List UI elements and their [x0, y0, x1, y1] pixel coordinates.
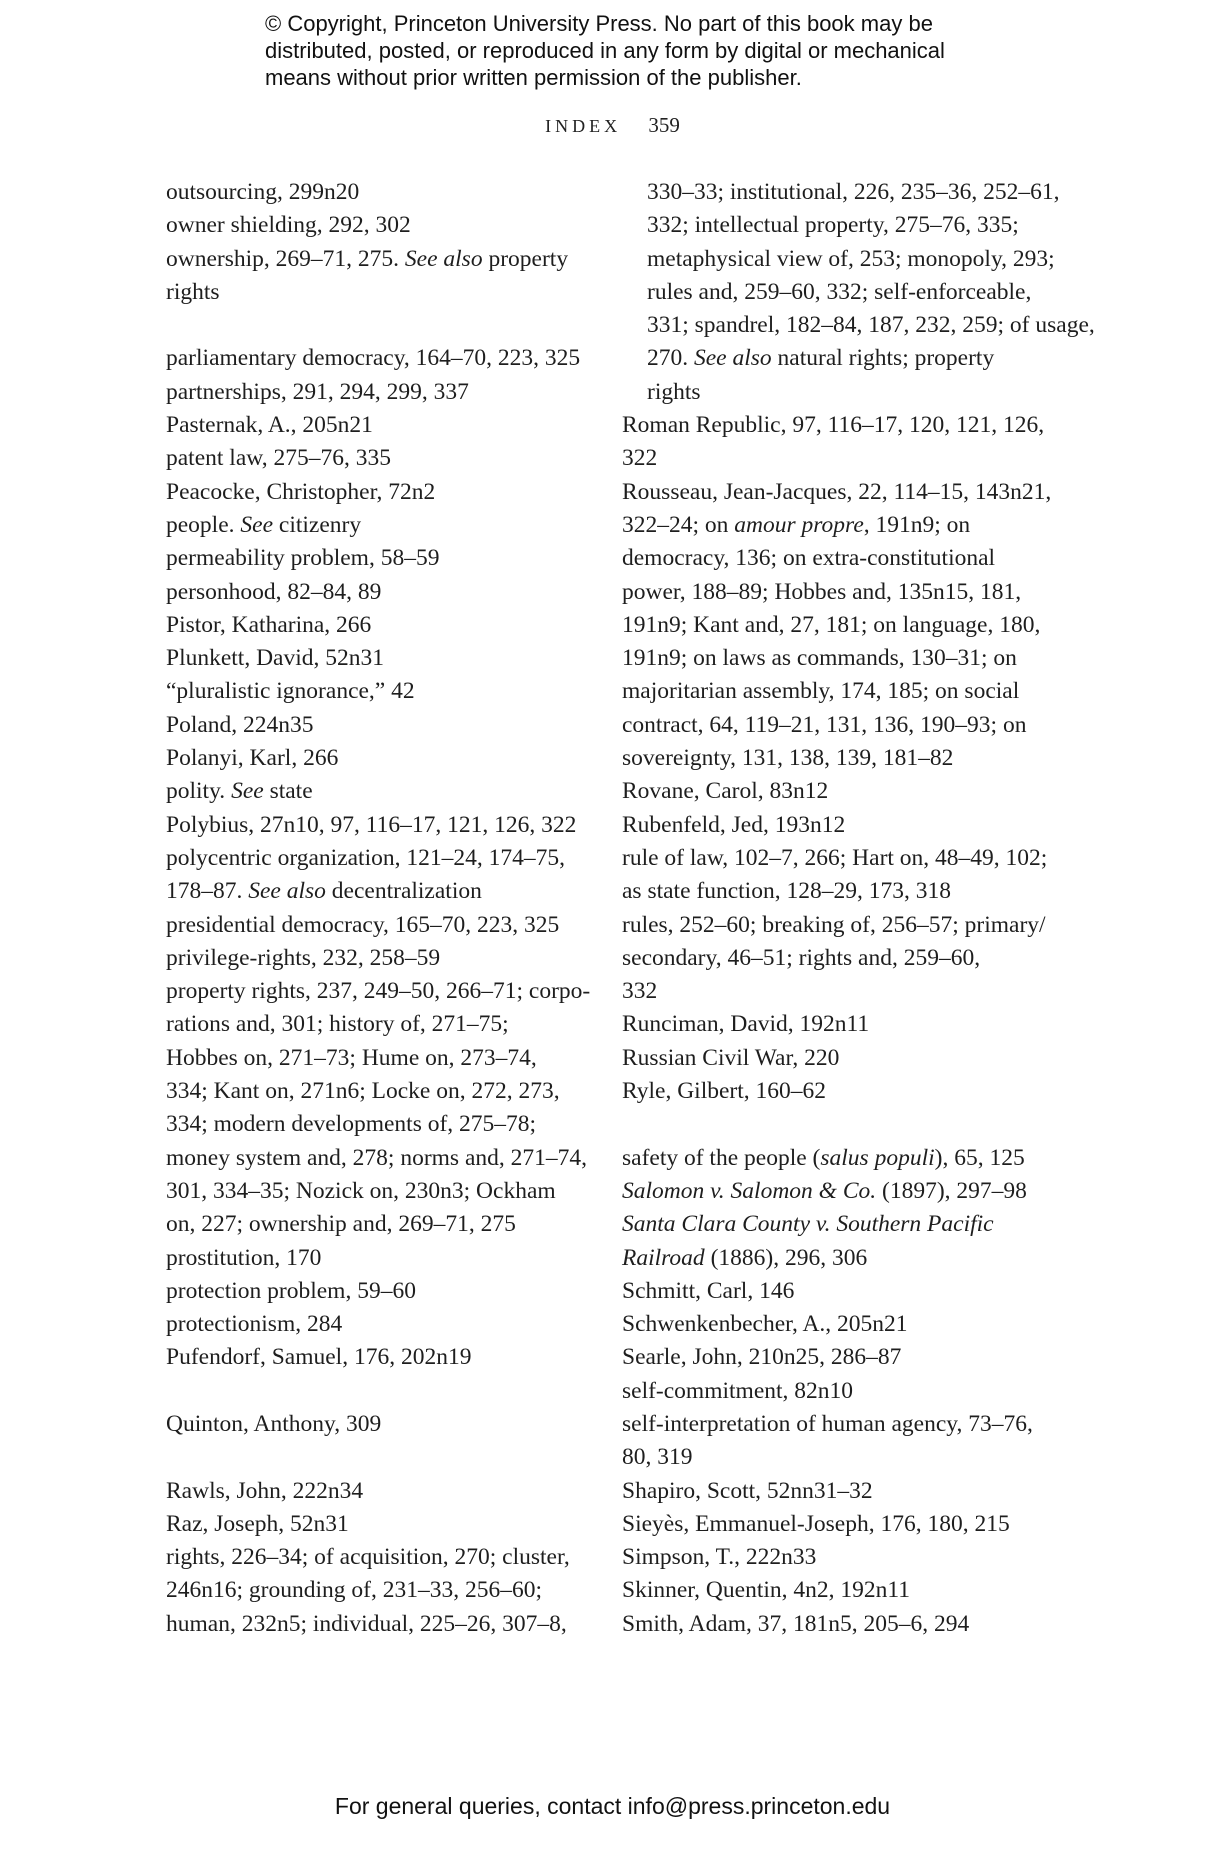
- index-entry: [622, 842, 1052, 909]
- index-entry-line: polycentric organization, 121–24, 174–75,: [166, 844, 565, 871]
- index-entry-line: Santa Clara County v. Southern Pacific: [622, 1211, 994, 1238]
- index-entry-line: protectionism, 284: [166, 1311, 343, 1338]
- index-entry: [166, 642, 596, 675]
- index-entry-line: 191n9; Kant and, 27, 181; on language, 180,: [622, 611, 1041, 638]
- index-entry-continued: [622, 176, 1095, 409]
- index-entry-line: rights: [647, 378, 701, 405]
- copyright-line: distributed, posted, or reproduced in any form by digital or mechanical: [265, 38, 945, 63]
- copyright-notice: [265, 10, 1025, 91]
- index-entry: [622, 1574, 1052, 1607]
- index-entry: [166, 576, 596, 609]
- index-entry: [622, 1475, 1052, 1508]
- index-entry-line: Polybius, 27n10, 97, 116–17, 121, 126, 322: [166, 811, 577, 838]
- index-entry-line: democracy, 136; on extra-constitutional: [622, 545, 996, 572]
- index-entry: [622, 1142, 1052, 1175]
- letter-group-gap: [622, 1108, 1052, 1141]
- index-entry-line: personhood, 82–84, 89: [166, 578, 382, 605]
- index-entry: [166, 243, 596, 310]
- index-entry-line: Rawls, John, 222n34: [166, 1477, 364, 1504]
- index-entry: [622, 1341, 1052, 1374]
- index-entry-line: people. See citizenry: [166, 511, 362, 538]
- footer-contact: For general queries, contact info@press.princeton.edu: [334, 1793, 891, 1819]
- index-entry-line: Rovane, Carol, 83n12: [622, 778, 829, 805]
- index-entry-line: Sieyès, Emmanuel-Joseph, 176, 180, 215: [622, 1510, 1010, 1537]
- index-entry: [622, 476, 1052, 776]
- index-entry-line: 246n16; grounding of, 231–33, 256–60;: [166, 1577, 542, 1604]
- index-entry-line: secondary, 46–51; rights and, 259–60,: [622, 944, 981, 971]
- index-entry: [166, 342, 596, 375]
- index-entry: [166, 609, 596, 642]
- index-entry-line: Pistor, Katharina, 266: [166, 611, 372, 638]
- index-entry-line: presidential democracy, 165–70, 223, 325: [166, 911, 560, 938]
- index-entry: [166, 1275, 596, 1308]
- index-entry-line: contract, 64, 119–21, 131, 136, 190–93; on: [622, 711, 1027, 738]
- index-entry-line: Salomon v. Salomon & Co. (1897), 297–98: [622, 1177, 1027, 1204]
- index-entry-line: Quinton, Anthony, 309: [166, 1410, 382, 1437]
- index-entry: [166, 675, 596, 708]
- index-entry-line: privilege-rights, 232, 258–59: [166, 944, 441, 971]
- index-entry: [166, 909, 596, 942]
- index-entry-line: Shapiro, Scott, 52nn31–32: [622, 1477, 873, 1504]
- index-entry-line: Polanyi, Karl, 266: [166, 745, 339, 772]
- index-entry-line: prostitution, 170: [166, 1244, 322, 1271]
- index-entry-line: safety of the people (salus populi), 65, 125: [622, 1144, 1025, 1171]
- running-head: [0, 113, 1225, 138]
- index-entry-line: property rights, 237, 249–50, 266–71; corpo-: [166, 978, 591, 1005]
- index-entry: [166, 942, 596, 975]
- letter-group-gap: [166, 1375, 596, 1408]
- index-entry-line: self-interpretation of human agency, 73–76,: [622, 1410, 1033, 1437]
- index-entry: [166, 1475, 596, 1508]
- index-column-right: [622, 176, 1095, 1641]
- index-entry-line: Roman Republic, 97, 116–17, 120, 121, 126,: [622, 412, 1045, 439]
- index-entry-line: 178–87. See also decentralization: [166, 878, 482, 905]
- index-entry-line: majoritarian assembly, 174, 185; on social: [622, 678, 1020, 705]
- index-entry-line: Hobbes on, 271–73; Hume on, 273–74,: [166, 1044, 537, 1071]
- index-entry-line: human, 232n5; individual, 225–26, 307–8,: [166, 1610, 567, 1637]
- index-entry: [622, 909, 1052, 1009]
- index-entry-line: Rousseau, Jean-Jacques, 22, 114–15, 143n21,: [622, 478, 1052, 505]
- index-entry-line: 332: [622, 978, 658, 1005]
- index-entry-line: as state function, 128–29, 173, 318: [622, 878, 951, 905]
- index-entry: [166, 1408, 596, 1441]
- index-entry-line: Ryle, Gilbert, 160–62: [622, 1078, 827, 1105]
- copyright-line: © Copyright, Princeton University Press. No part of this book may be: [265, 11, 933, 36]
- index-entry: [166, 1508, 596, 1541]
- index-entry-line: rules, 252–60; breaking of, 256–57; primary/: [622, 911, 1046, 938]
- index-entry-line: Raz, Joseph, 52n31: [166, 1510, 349, 1537]
- index-entry: [622, 1541, 1052, 1574]
- index-entry-line: self-commitment, 82n10: [622, 1377, 854, 1404]
- index-entry: [166, 775, 596, 808]
- index-entry-line: metaphysical view of, 253; monopoly, 293;: [647, 245, 1055, 272]
- index-entry: [166, 742, 596, 775]
- index-entry-line: Smith, Adam, 37, 181n5, 205–6, 294: [622, 1610, 970, 1637]
- index-entry-line: rights: [166, 278, 220, 305]
- index-entry: [622, 775, 1052, 808]
- index-entry: [166, 1242, 596, 1275]
- index-entry: [166, 209, 596, 242]
- index-entry: [166, 1308, 596, 1341]
- index-entry-line: Schwenkenbecher, A., 205n21: [622, 1311, 908, 1338]
- index-entry-line: patent law, 275–76, 335: [166, 445, 391, 472]
- index-entry: [166, 376, 596, 409]
- page-number: 359: [648, 113, 680, 137]
- running-head-label: INDEX: [545, 116, 622, 136]
- index-entry: [166, 476, 596, 509]
- index-entry-line: partnerships, 291, 294, 299, 337: [166, 378, 469, 405]
- index-entry-line: 270. See also natural rights; property: [647, 345, 995, 372]
- index-entry-line: rights, 226–34; of acquisition, 270; cluster,: [166, 1544, 570, 1571]
- index-column-left: [166, 176, 596, 1641]
- index-entry: [622, 1175, 1052, 1208]
- index-entry-line: polity. See state: [166, 778, 313, 805]
- index-entry-line: Pufendorf, Samuel, 176, 202n19: [166, 1344, 472, 1371]
- index-entry-line: Schmitt, Carl, 146: [622, 1277, 795, 1304]
- index-entry-line: Russian Civil War, 220: [622, 1044, 840, 1071]
- index-entry-line: 301, 334–35; Nozick on, 230n3; Ockham: [166, 1177, 556, 1204]
- index-entry-line: 334; modern developments of, 275–78;: [166, 1111, 537, 1138]
- index-entry-line: 334; Kant on, 271n6; Locke on, 272, 273,: [166, 1078, 560, 1105]
- index-entry: [166, 409, 596, 442]
- index-entry-line: Pasternak, A., 205n21: [166, 412, 373, 439]
- index-entry: [622, 1075, 1052, 1108]
- index-entry-line: 322: [622, 445, 658, 472]
- index-entry-line: Peacocke, Christopher, 72n2: [166, 478, 436, 505]
- index-entry-line: 330–33; institutional, 226, 235–36, 252–61,: [647, 179, 1060, 205]
- index-entry: [622, 1375, 1052, 1408]
- index-entry-line: Skinner, Quentin, 4n2, 192n11: [622, 1577, 911, 1604]
- index-entry: [166, 709, 596, 742]
- index-entry-line: Searle, John, 210n25, 286–87: [622, 1344, 902, 1371]
- index-entry: [622, 409, 1052, 476]
- letter-group-gap: [166, 1441, 596, 1474]
- index-entry-line: 191n9; on laws as commands, 130–31; on: [622, 645, 1017, 672]
- index-entry-line: 80, 319: [622, 1444, 693, 1471]
- index-entry: [166, 542, 596, 575]
- index-entry-line: rations and, 301; history of, 271–75;: [166, 1011, 509, 1038]
- index-entry-line: Runciman, David, 192n11: [622, 1011, 870, 1038]
- index-entry-line: Simpson, T., 222n33: [622, 1544, 817, 1571]
- index-entry: [622, 1042, 1052, 1075]
- index-entry-line: rules and, 259–60, 332; self-enforceable,: [647, 278, 1032, 305]
- index-entry-line: Poland, 224n35: [166, 711, 314, 738]
- letter-group-gap: [166, 309, 596, 342]
- index-entry: [622, 1508, 1052, 1541]
- index-entry-line: owner shielding, 292, 302: [166, 212, 411, 239]
- index-entry: [622, 1608, 1052, 1641]
- index-entry-line: Plunkett, David, 52n31: [166, 645, 385, 672]
- index-entry-line: parliamentary democracy, 164–70, 223, 325: [166, 345, 581, 372]
- index-entry-line: outsourcing, 299n20: [166, 179, 360, 205]
- index-entry-line: power, 188–89; Hobbes and, 135n15, 181,: [622, 578, 1022, 605]
- index-entry-line: 332; intellectual property, 275–76, 335;: [647, 212, 1019, 239]
- index-entry: [622, 1008, 1052, 1041]
- index-entry-line: Railroad (1886), 296, 306: [622, 1244, 868, 1271]
- index-entry-line: “pluralistic ignorance,” 42: [166, 678, 415, 705]
- index-entry: [166, 509, 596, 542]
- index-entry-line: Rubenfeld, Jed, 193n12: [622, 811, 846, 838]
- index-entry-line: ownership, 269–71, 275. See also property: [166, 245, 569, 272]
- index-entry: [622, 1208, 1052, 1275]
- index-entry: [622, 1308, 1052, 1341]
- index-entry-line: permeability problem, 58–59: [166, 545, 440, 572]
- index-entry: [166, 176, 596, 209]
- index-entry-line: protection problem, 59–60: [166, 1277, 416, 1304]
- index-entry: [166, 809, 596, 842]
- index-entry: [166, 975, 596, 1241]
- index-entry: [622, 1275, 1052, 1308]
- index-entry-line: money system and, 278; norms and, 271–74,: [166, 1144, 588, 1171]
- index-entry-line: rule of law, 102–7, 266; Hart on, 48–49, 102;: [622, 844, 1048, 871]
- index-entry: [622, 1408, 1052, 1475]
- index-entry: [622, 809, 1052, 842]
- copyright-line: means without prior written permission of the publisher.: [265, 65, 802, 90]
- index-entry: [166, 842, 596, 909]
- index-entry-line: 322–24; on amour propre, 191n9; on: [622, 511, 971, 538]
- index-entry: [166, 442, 596, 475]
- index-entry-line: sovereignty, 131, 138, 139, 181–82: [622, 745, 954, 772]
- index-entry-line: on, 227; ownership and, 269–71, 275: [166, 1211, 516, 1238]
- index-entry-line: 331; spandrel, 182–84, 187, 232, 259; of usage,: [647, 312, 1095, 339]
- index-entry: [166, 1541, 596, 1641]
- index-entry: [166, 1341, 596, 1374]
